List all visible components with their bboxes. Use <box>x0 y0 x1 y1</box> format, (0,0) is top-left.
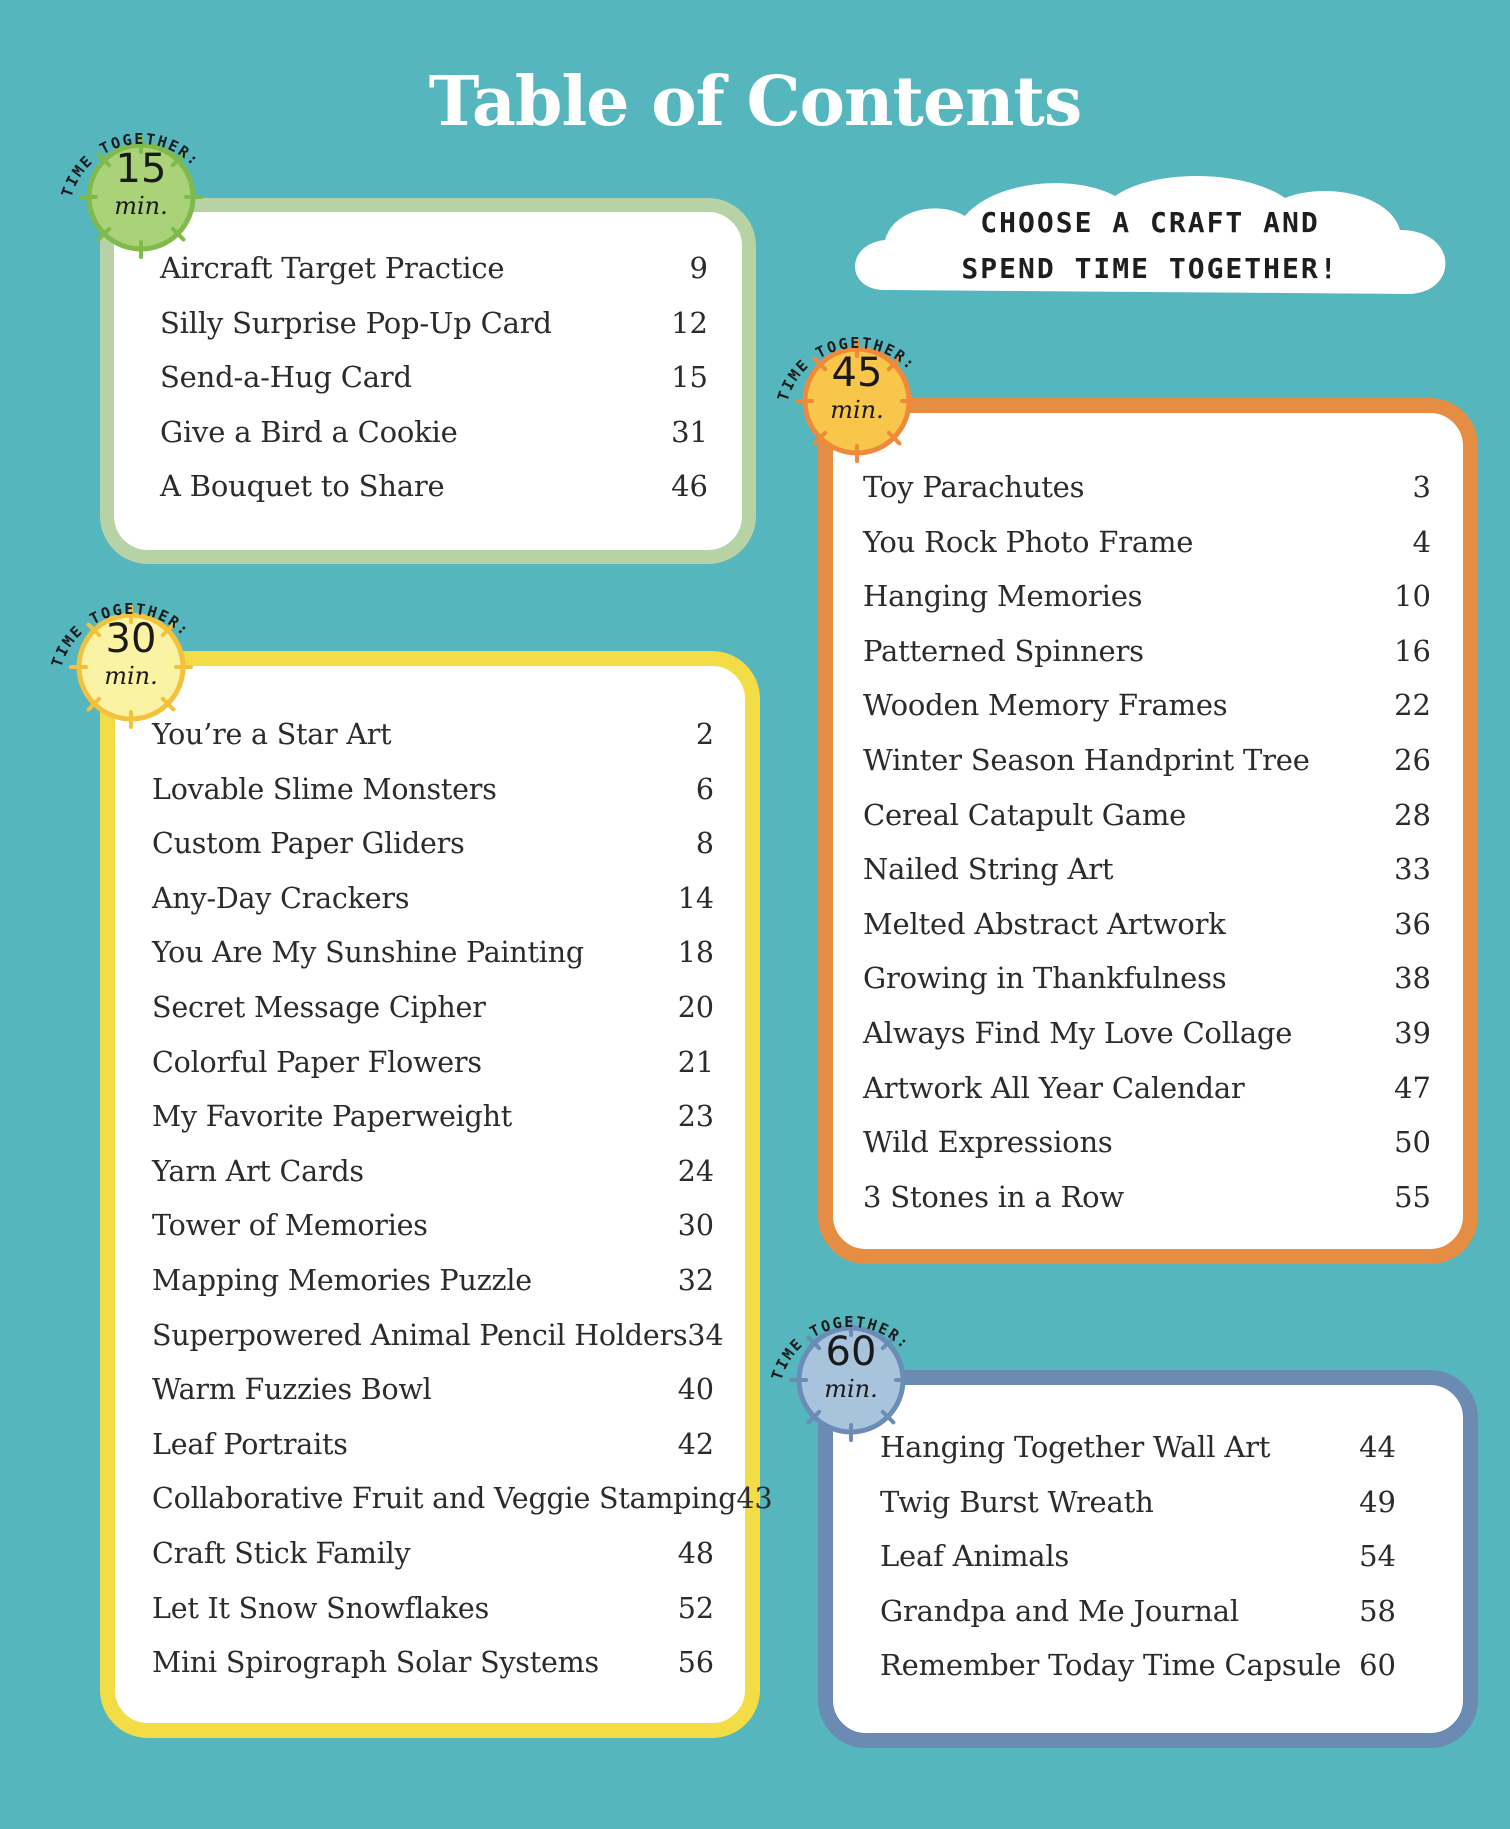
toc-entry-title: Craft Stick Family <box>152 1536 411 1570</box>
toc-entry-title: Toy Parachutes <box>863 470 1085 504</box>
toc-entry-page: 30 <box>677 1209 714 1243</box>
badge-unit: min. <box>114 192 168 220</box>
toc-entry-page: 52 <box>677 1591 714 1625</box>
toc-entry-page: 44 <box>1359 1430 1396 1464</box>
toc-entry-title: Hanging Together Wall Art <box>880 1430 1271 1464</box>
toc-entry-page: 39 <box>1394 1015 1431 1050</box>
toc-entry-title: Mapping Memories Puzzle <box>152 1263 532 1297</box>
badge-arc-label: TIME TOGETHER: <box>773 333 920 404</box>
toc-list-30-min <box>152 718 773 1701</box>
toc-entry-title: Cereal Catapult Game <box>863 797 1187 832</box>
badge-30-min <box>46 572 216 742</box>
toc-entry-page: 24 <box>677 1154 714 1188</box>
toc-entry-page: 23 <box>677 1100 714 1134</box>
toc-entry-title: Remember Today Time Capsule <box>880 1648 1342 1683</box>
toc-entry-page: 55 <box>1394 1179 1431 1214</box>
toc-entry-title: Collaborative Fruit and Veggie Stamping <box>152 1482 737 1516</box>
toc-entry[interactable] <box>863 1016 1431 1071</box>
toc-entry-page: 2 <box>695 718 714 751</box>
toc-entry-page: 22 <box>1394 688 1431 723</box>
toc-entry-title: Grandpa and Me Journal <box>880 1593 1239 1628</box>
toc-entry-page: 26 <box>1394 742 1431 777</box>
toc-entry-title: Wild Expressions <box>863 1125 1113 1160</box>
toc-entry-title: You Are My Sunshine Painting <box>152 936 584 970</box>
toc-entry[interactable] <box>863 1125 1431 1180</box>
toc-entry-title: Leaf Animals <box>880 1539 1070 1574</box>
toc-entry-title: Aircraft Target Practice <box>160 251 505 285</box>
toc-entry[interactable] <box>863 579 1431 634</box>
toc-entry-page: 47 <box>1394 1070 1431 1105</box>
toc-entry-page: 28 <box>1394 797 1431 832</box>
toc-entry[interactable] <box>863 688 1431 743</box>
toc-entry-page: 14 <box>677 881 714 915</box>
toc-entry[interactable] <box>152 1646 714 1701</box>
toc-entry-page: 58 <box>1359 1593 1396 1628</box>
toc-entry-title: Any-Day Crackers <box>152 881 410 915</box>
toc-entry-page: 18 <box>677 936 714 970</box>
toc-entry-page: 9 <box>689 251 708 285</box>
toc-entry[interactable] <box>863 907 1431 962</box>
toc-entry[interactable] <box>152 1100 714 1155</box>
toc-entry-title: Let It Snow Snowflakes <box>152 1591 490 1625</box>
page-title: Table of Contents <box>428 62 1082 142</box>
badge-arc-label: TIME TOGETHER: <box>57 129 204 200</box>
toc-entry[interactable] <box>152 1537 714 1592</box>
toc-entry[interactable] <box>160 251 708 306</box>
toc-list-45-min <box>863 470 1431 1234</box>
toc-entry-page: 43 <box>736 1482 773 1516</box>
toc-entry[interactable] <box>863 525 1431 580</box>
toc-list-60-min <box>880 1430 1396 1703</box>
toc-entry[interactable] <box>863 798 1431 853</box>
toc-entry-title: Nailed String Art <box>863 852 1114 887</box>
toc-entry-title: Silly Surprise Pop-Up Card <box>160 305 552 340</box>
toc-entry[interactable] <box>880 1539 1396 1594</box>
badge-60-min <box>766 1285 936 1455</box>
badge-45-min <box>772 306 942 476</box>
toc-entry[interactable] <box>152 1318 724 1374</box>
toc-entry[interactable] <box>863 1071 1431 1126</box>
toc-entry-title: Give a Bird a Cookie <box>160 414 458 449</box>
toc-entry[interactable] <box>880 1430 1396 1485</box>
badge-15-min <box>56 102 226 272</box>
toc-entry[interactable] <box>152 1155 714 1210</box>
toc-entry-page: 40 <box>677 1373 714 1407</box>
toc-entry-page: 8 <box>695 827 714 861</box>
toc-entry[interactable] <box>152 936 714 991</box>
cloud-line-2: SPEND TIME TOGETHER! <box>961 252 1339 285</box>
toc-entry[interactable] <box>863 852 1431 907</box>
toc-entry-title: Artwork All Year Calendar <box>863 1070 1245 1105</box>
toc-entry[interactable] <box>863 961 1431 1016</box>
toc-entry-page: 42 <box>677 1427 714 1461</box>
toc-entry[interactable] <box>152 1482 773 1537</box>
badge-unit: min. <box>830 396 884 424</box>
toc-entry-title: Mini Spirograph Solar Systems <box>152 1646 599 1680</box>
toc-entry[interactable] <box>880 1594 1396 1649</box>
toc-entry-title: Colorful Paper Flowers <box>152 1045 482 1079</box>
toc-entry-page: 15 <box>671 360 708 395</box>
toc-entry[interactable] <box>160 469 708 524</box>
toc-entry[interactable] <box>160 415 708 470</box>
toc-entry-page: 10 <box>1394 579 1431 614</box>
toc-entry-page: 32 <box>677 1263 714 1297</box>
toc-entry[interactable] <box>880 1485 1396 1540</box>
toc-entry-title: Always Find My Love Collage <box>863 1015 1293 1050</box>
toc-entry-page: 33 <box>1394 852 1431 887</box>
toc-entry[interactable] <box>863 470 1431 525</box>
toc-entry-page: 46 <box>671 469 708 504</box>
toc-entry-title: Leaf Portraits <box>152 1427 348 1461</box>
badge-number: 15 <box>115 146 167 192</box>
toc-entry-page: 56 <box>677 1646 714 1680</box>
toc-entry-title: Wooden Memory Frames <box>863 688 1228 723</box>
toc-entry[interactable] <box>160 306 708 361</box>
toc-entry[interactable] <box>863 634 1431 689</box>
toc-entry-title: Melted Abstract Artwork <box>863 906 1226 941</box>
toc-entry-title: Growing in Thankfulness <box>863 961 1227 996</box>
toc-entry-title: You Rock Photo Frame <box>863 524 1194 559</box>
toc-entry-page: 36 <box>1394 906 1431 941</box>
badge-number: 60 <box>825 1329 877 1375</box>
badge-arc-label: TIME TOGETHER: <box>47 599 194 670</box>
toc-entry-title: A Bouquet to Share <box>160 469 445 504</box>
toc-entry-page: 49 <box>1359 1484 1396 1519</box>
toc-entry[interactable] <box>160 360 708 415</box>
cloud-caption <box>890 200 1410 292</box>
toc-entry-title: Custom Paper Gliders <box>152 827 465 861</box>
toc-entry[interactable] <box>152 1373 714 1428</box>
toc-entry-page: 4 <box>1412 524 1431 559</box>
toc-entry-page: 6 <box>695 772 714 806</box>
toc-entry[interactable] <box>863 1180 1431 1235</box>
toc-entry-page: 16 <box>1394 633 1431 668</box>
toc-list-15-min <box>160 251 708 524</box>
toc-entry-title: 3 Stones in a Row <box>863 1179 1124 1214</box>
toc-entry-title: Twig Burst Wreath <box>880 1484 1154 1519</box>
toc-entry-page: 60 <box>1359 1648 1396 1683</box>
toc-entry[interactable] <box>152 773 714 828</box>
toc-entry-title: Superpowered Animal Pencil Holders <box>152 1318 688 1352</box>
badge-unit: min. <box>824 1375 878 1403</box>
toc-entry[interactable] <box>152 718 714 773</box>
toc-entry[interactable] <box>152 1264 714 1319</box>
toc-entry-title: Yarn Art Cards <box>152 1154 364 1188</box>
toc-entry-page: 34 <box>687 1318 724 1352</box>
toc-entry-title: My Favorite Paperweight <box>152 1100 512 1134</box>
toc-entry[interactable] <box>152 882 714 937</box>
badge-unit: min. <box>104 662 158 690</box>
toc-entry-title: Lovable Slime Monsters <box>152 772 497 806</box>
toc-entry-page: 20 <box>677 990 714 1024</box>
toc-entry-title: Secret Message Cipher <box>152 990 486 1024</box>
toc-entry-page: 31 <box>671 414 708 449</box>
toc-entry-page: 21 <box>677 1045 714 1079</box>
toc-entry-title: Patterned Spinners <box>863 633 1144 668</box>
toc-entry[interactable] <box>152 1592 714 1647</box>
toc-entry[interactable] <box>880 1648 1396 1703</box>
toc-entry[interactable] <box>152 1428 714 1483</box>
toc-entry[interactable] <box>152 1209 714 1264</box>
toc-entry-title: Warm Fuzzies Bowl <box>152 1373 432 1407</box>
toc-entry[interactable] <box>152 827 714 882</box>
toc-entry[interactable] <box>152 1046 714 1101</box>
toc-entry-title: You’re a Star Art <box>152 718 392 751</box>
toc-entry[interactable] <box>152 991 714 1046</box>
toc-entry-page: 50 <box>1394 1125 1431 1160</box>
toc-entry-title: Tower of Memories <box>152 1209 428 1243</box>
badge-number: 45 <box>831 350 883 396</box>
badge-number: 30 <box>105 616 157 662</box>
toc-entry-title: Send-a-Hug Card <box>160 360 412 395</box>
cloud-line-1: CHOOSE A CRAFT AND <box>980 206 1320 239</box>
toc-entry-title: Hanging Memories <box>863 579 1143 614</box>
toc-entry-page: 38 <box>1394 961 1431 996</box>
toc-entry-title: Winter Season Handprint Tree <box>863 742 1310 777</box>
toc-entry-page: 12 <box>671 305 708 340</box>
toc-entry[interactable] <box>863 743 1431 798</box>
toc-entry-page: 48 <box>677 1536 714 1570</box>
toc-entry-page: 54 <box>1359 1539 1396 1574</box>
badge-arc-label: TIME TOGETHER: <box>767 1312 914 1383</box>
toc-entry-page: 3 <box>1412 470 1431 504</box>
